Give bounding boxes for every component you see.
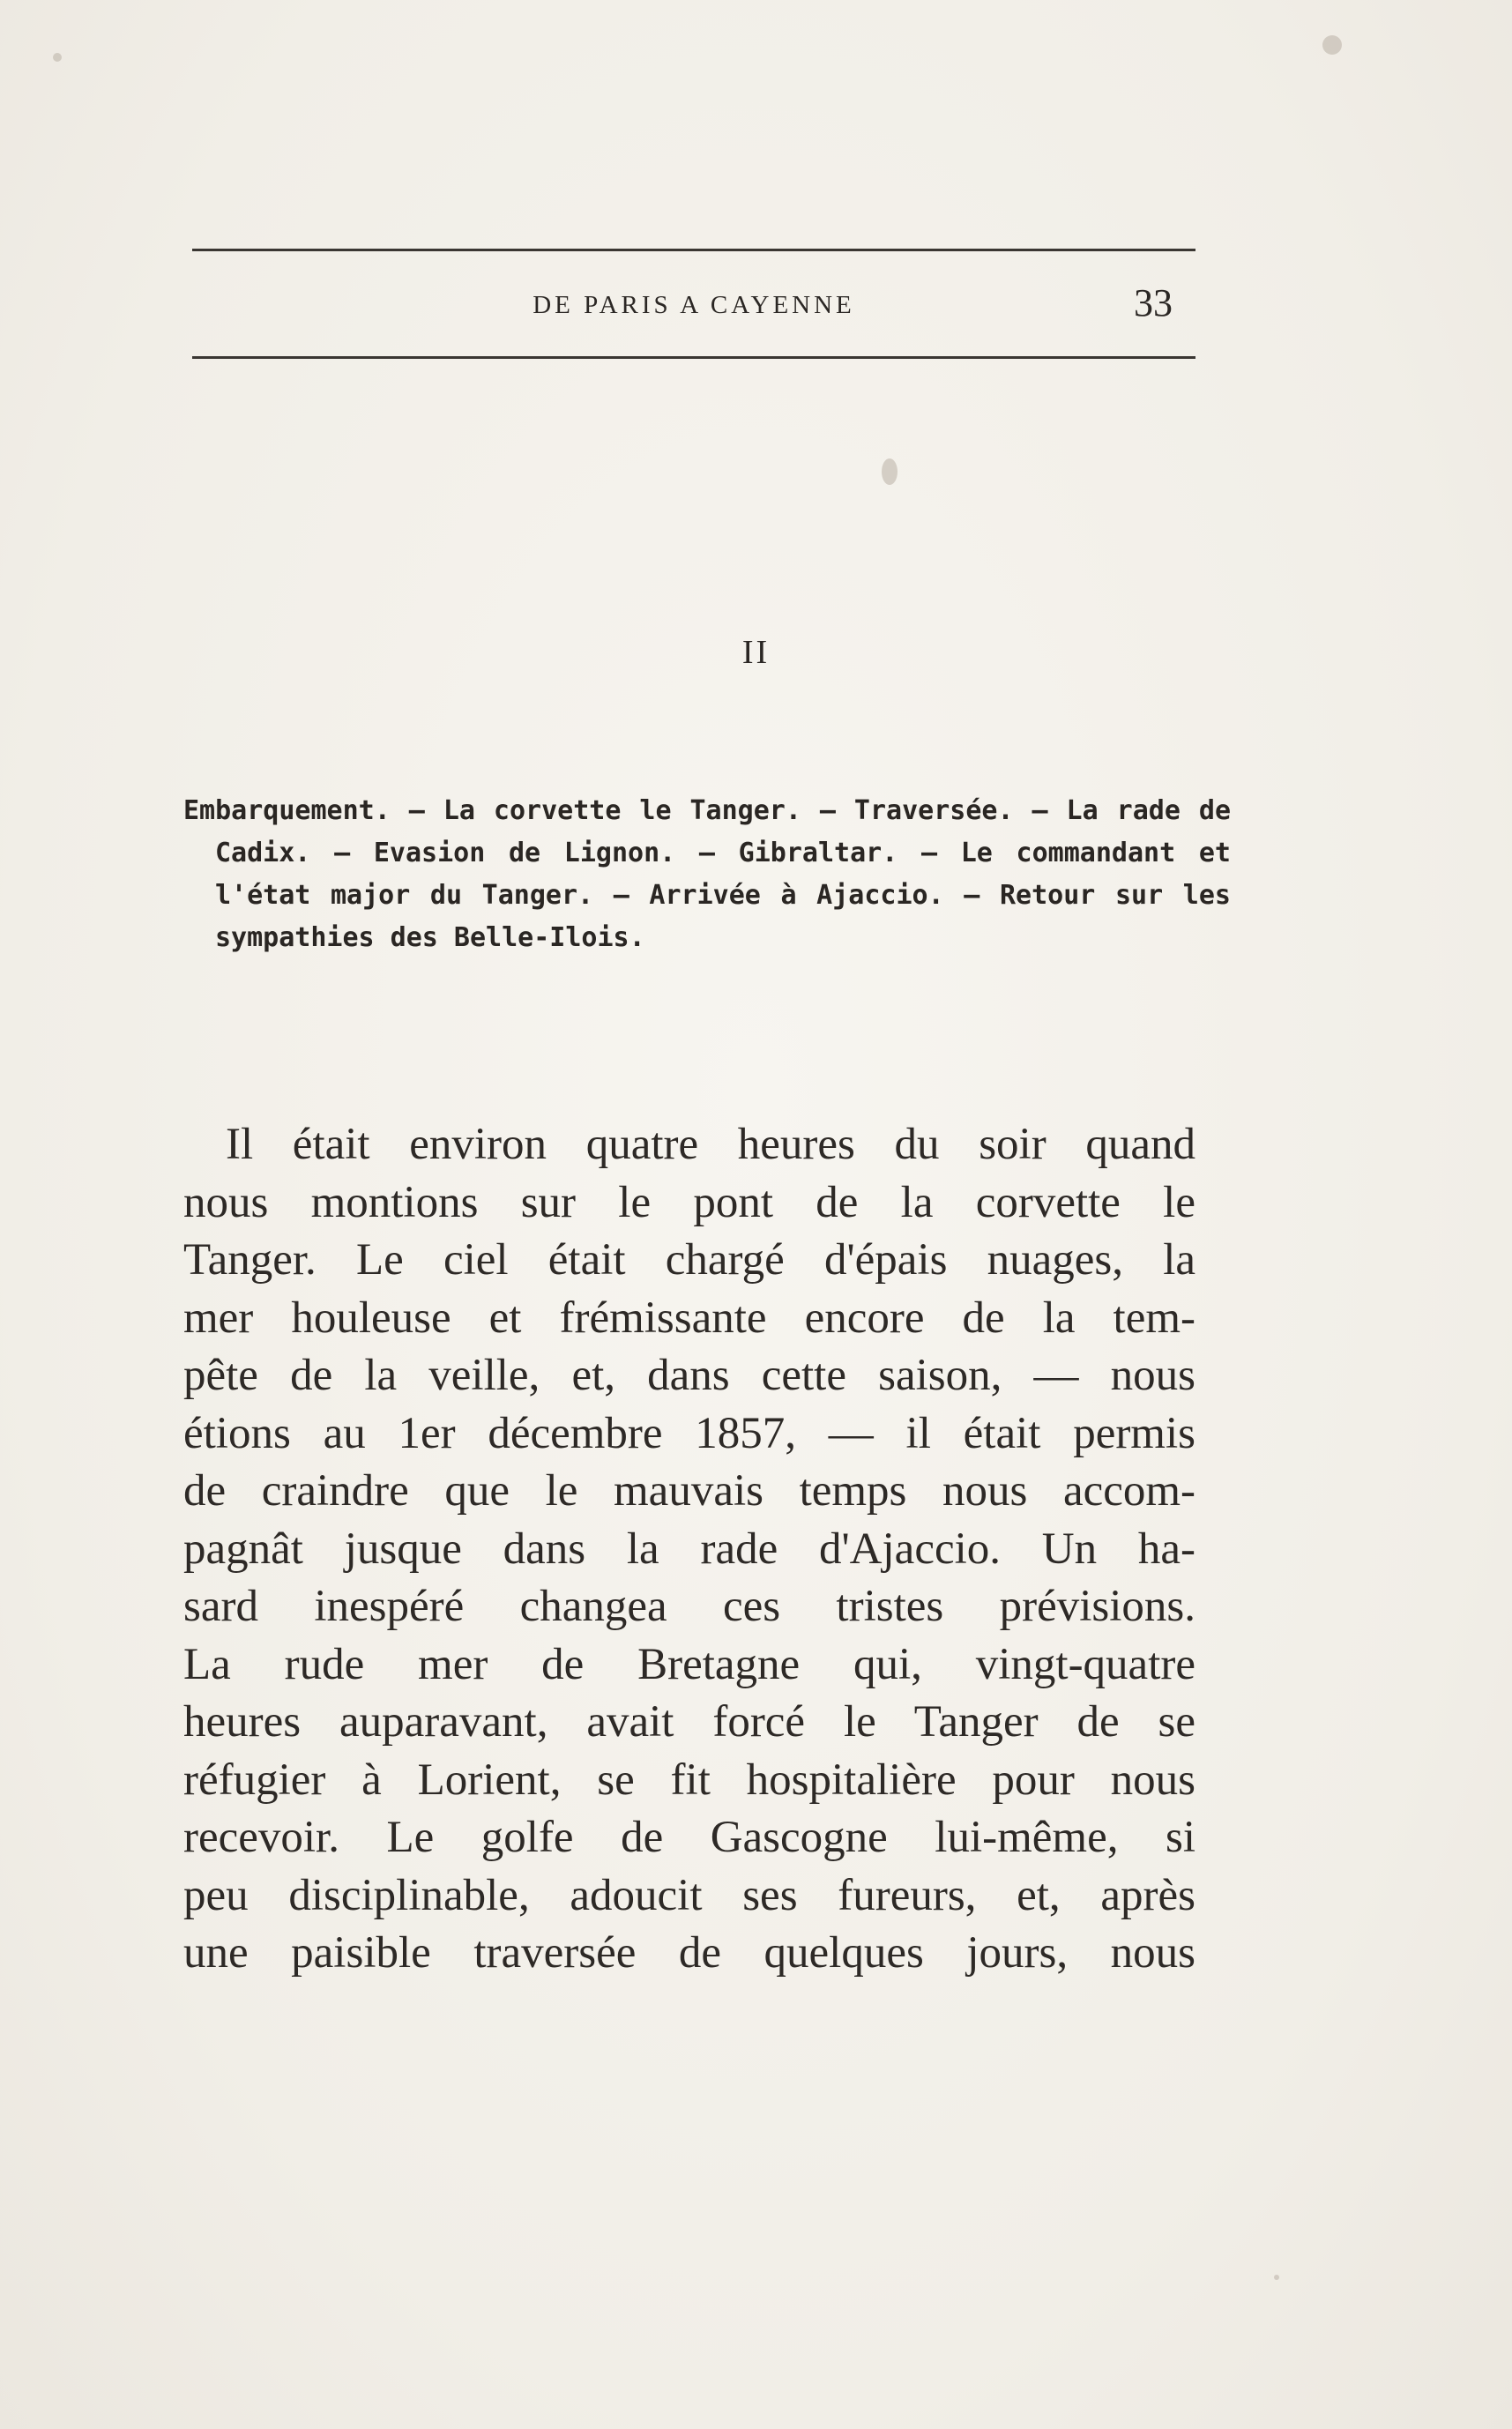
body-line: réfugier à Lorient, se fit hospitalière pour nous [183, 1755, 1195, 1805]
body-line: nous montions sur le pont de la corvette le [183, 1177, 1195, 1227]
body-line: sard inespéré changea ces tristes prévisions. [183, 1582, 1195, 1631]
body-line: pagnât jusque dans la rade d'Ajaccio. Un ha- [183, 1524, 1195, 1574]
running-head [192, 280, 1195, 333]
paper-speck [53, 53, 62, 62]
page-number: 33 [1134, 281, 1173, 324]
body-line: heures auparavant, avait forcé le Tanger de se [183, 1697, 1195, 1747]
body-line: recevoir. Le golfe de Gascogne lui-même, si [183, 1813, 1195, 1862]
body-line: peu disciplinable, adoucit ses fureurs, et, après [183, 1870, 1195, 1920]
paper-speck [882, 458, 898, 485]
chapter-number: II [741, 634, 771, 671]
header-rule-bottom [192, 356, 1195, 359]
header-rule-top [192, 249, 1195, 251]
body-line: La rude mer de Bretagne qui, vingt-quatre [183, 1639, 1195, 1689]
body-line: de craindre que le mauvais temps nous accom- [183, 1466, 1195, 1516]
body-line: pête de la veille, et, dans cette saison, — nous [183, 1351, 1195, 1400]
running-title: DE PARIS A CAYENNE [533, 291, 855, 319]
body-line: mer houleuse et frémissante encore de la tem- [183, 1293, 1195, 1343]
paper-speck [1322, 35, 1342, 55]
body-line: Il était environ quatre heures du soir quand [226, 1120, 1195, 1169]
body-line: une paisible traversée de quelques jours, nous [183, 1928, 1195, 1978]
paper-speck [1274, 2275, 1279, 2280]
body-line: Tanger. Le ciel était chargé d'épais nuages, la [183, 1235, 1195, 1285]
body-text [183, 1116, 1195, 1983]
body-line: étions au 1er décembre 1857, — il était permis [183, 1408, 1195, 1458]
chapter-summary: Embarquement. — La corvette le Tanger. — Traversée. — La rade de Cadix. — Evasion de Lignon. — Gibraltar. — Le commandant et l'état major du Tanger. — Arrivée à Ajaccio. — Retour sur les sympathies des Belle-Ilois. [183, 795, 1231, 953]
